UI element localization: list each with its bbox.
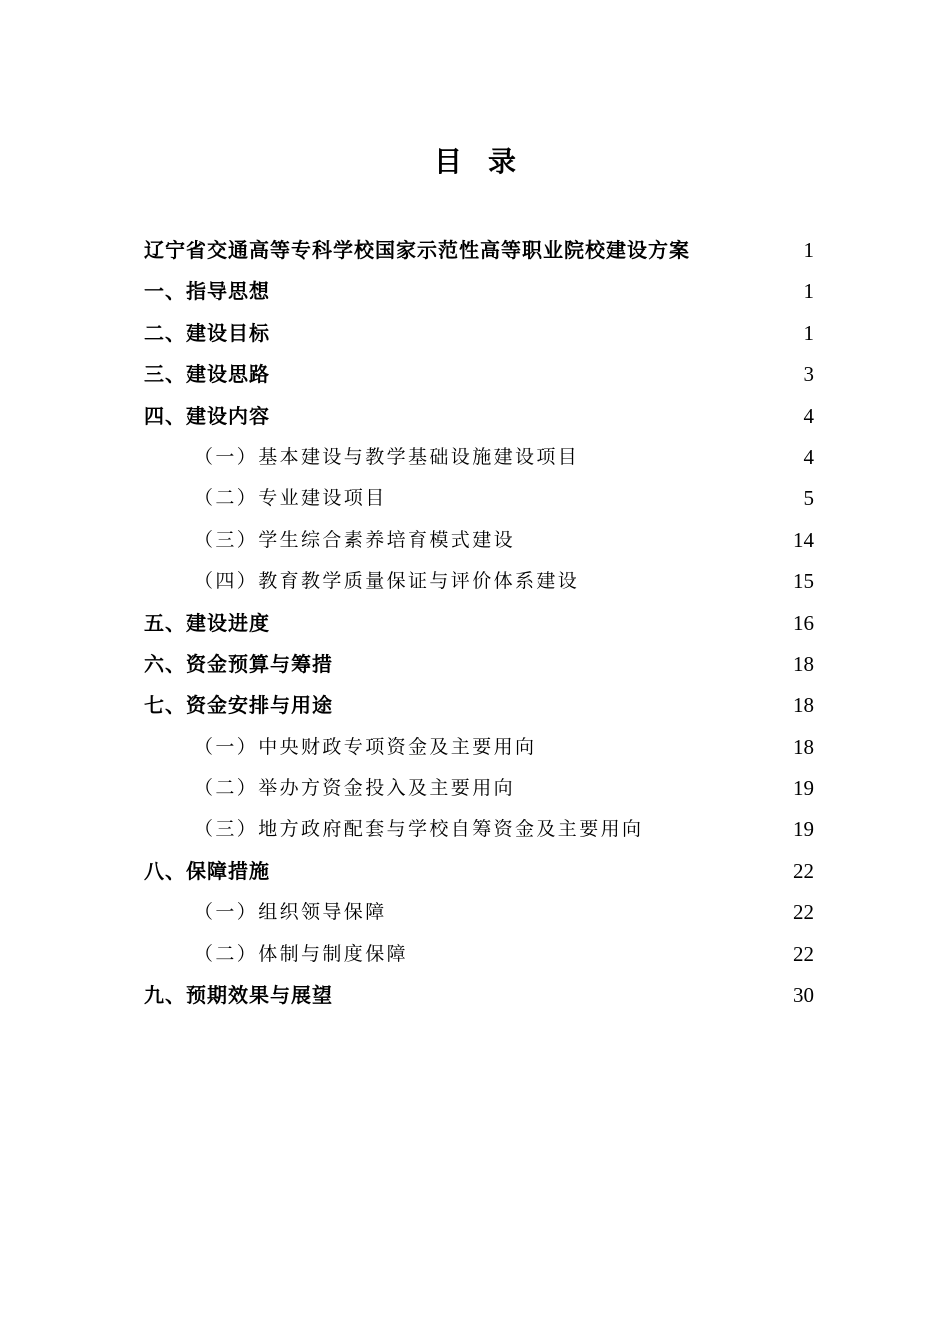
toc-entry-text: 九、预期效果与展望 [144,983,333,1008]
toc-entry-page-number: 18 [793,651,814,676]
toc-entry-text: （三）学生综合素养培育模式建设 [194,528,516,551]
toc-entry-page-number: 1 [803,279,814,304]
toc-entry-text: 二、建设目标 [144,320,270,345]
toc-entry-text: 八、保障措施 [144,858,270,883]
toc-entry-page-number: 1 [803,320,814,345]
toc-entry-text: 七、资金安排与用途 [144,693,333,718]
toc-entry-page-number: 18 [793,734,814,759]
toc-entry-page-number: 22 [793,900,814,925]
toc-entry[interactable] [144,809,814,850]
toc-entry[interactable] [144,478,814,519]
toc-entry[interactable] [144,892,814,933]
toc-entry[interactable] [144,727,814,768]
toc-entry-text: （三）地方政府配套与学校自筹资金及主要用向 [194,818,644,841]
toc-entry-page-number: 16 [793,610,814,635]
toc-entry-text: 三、建设思路 [144,362,270,387]
toc-entry[interactable] [144,934,814,975]
toc-entry[interactable] [144,396,814,437]
toc-entry-page-number: 22 [793,941,814,966]
toc-entry-text: （二）专业建设项目 [194,487,387,510]
toc-list [144,230,814,1016]
toc-entry[interactable] [144,768,814,809]
toc-entry-text: 五、建设进度 [144,610,270,635]
toc-entry-text: 一、指导思想 [144,279,270,304]
toc-entry-text: 四、建设内容 [144,403,270,428]
toc-entry[interactable] [144,354,814,395]
toc-entry-text: 六、资金预算与筹措 [144,651,333,676]
toc-title: 目录 [433,145,542,178]
toc-entry-page-number: 19 [793,776,814,801]
toc-entry[interactable] [144,561,814,602]
toc-entry-page-number: 18 [793,693,814,718]
toc-entry[interactable] [144,975,814,1016]
toc-entry-page-number: 19 [793,817,814,842]
toc-entry[interactable] [144,851,814,892]
toc-entry-page-number: 14 [793,527,814,552]
toc-entry-page-number: 5 [803,486,814,511]
toc-entry-text: （二）体制与制度保障 [194,942,409,965]
toc-entry-text: （一）中央财政专项资金及主要用向 [194,735,537,758]
toc-entry[interactable] [144,644,814,685]
toc-entry-page-number: 1 [803,238,814,262]
toc-entry-text: （一）组织领导保障 [194,901,387,924]
toc-entry-page-number: 22 [793,858,814,883]
toc-entry-page-number: 4 [803,444,814,469]
toc-entry-text: （一）基本建设与教学基础设施建设项目 [194,445,580,468]
toc-entry[interactable] [144,313,814,354]
toc-entry-text: （二）举办方资金投入及主要用向 [194,777,516,800]
toc-entry-text: （四）教育教学质量保证与评价体系建设 [194,570,580,593]
toc-entry-page-number: 4 [803,403,814,428]
toc-entry[interactable] [144,230,814,271]
toc-entry-page-number: 15 [793,569,814,594]
toc-entry-page-number: 3 [803,362,814,387]
toc-entry[interactable] [144,685,814,726]
toc-entry-page-number: 30 [793,983,814,1008]
toc-entry-text: 辽宁省交通高等专科学校国家示范性高等职业院校建设方案 [144,238,690,262]
toc-entry[interactable] [144,603,814,644]
toc-entry[interactable] [144,520,814,561]
toc-entry[interactable] [144,271,814,312]
toc-entry[interactable] [144,437,814,478]
